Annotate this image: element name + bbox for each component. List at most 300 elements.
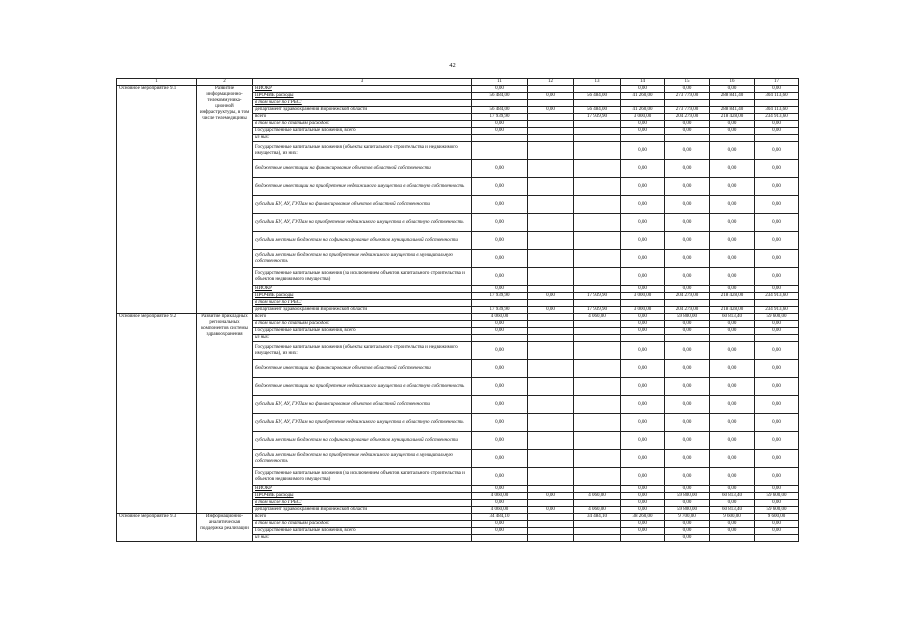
value-cell: 56 484,00 bbox=[472, 107, 528, 114]
value-cell: 0,00 bbox=[665, 128, 710, 135]
value-cell: 0,00 bbox=[755, 414, 799, 432]
value-cell: 218 428,00 bbox=[710, 114, 755, 121]
row-label-cell: всего bbox=[253, 314, 472, 321]
value-cell bbox=[528, 468, 574, 486]
value-cell: 0,00 bbox=[755, 232, 799, 250]
row-label-cell: бюджетные инвестиции на приобретение недвижимого имущества в областную собственность bbox=[253, 178, 472, 196]
value-cell bbox=[528, 196, 574, 214]
value-cell: 59 800,00 bbox=[665, 314, 710, 321]
value-cell: 288 841,40 bbox=[710, 93, 755, 100]
value-cell bbox=[574, 396, 621, 414]
row-label-cell: ПРОЧИЕ расходы bbox=[253, 493, 472, 500]
row-label-cell: департамент здравоохранения Воронежской области bbox=[253, 107, 472, 114]
header-cell: 3 bbox=[253, 79, 472, 86]
value-cell bbox=[574, 342, 621, 360]
value-cell bbox=[710, 335, 755, 342]
row-label-cell: в том числе по статьям расходов: bbox=[253, 321, 472, 328]
value-cell: 0,00 bbox=[528, 507, 574, 514]
value-cell: 0,00 bbox=[528, 93, 574, 100]
value-cell: 56 484,00 bbox=[574, 93, 621, 100]
header-cell: 12 bbox=[528, 79, 574, 86]
value-cell: 0,00 bbox=[621, 321, 665, 328]
value-cell bbox=[574, 486, 621, 493]
value-cell: 0,00 bbox=[621, 232, 665, 250]
value-cell: 17 939,90 bbox=[574, 114, 621, 121]
value-cell: 0,00 bbox=[472, 521, 528, 528]
header-cell: 13 bbox=[574, 79, 621, 86]
value-cell: 0,00 bbox=[472, 414, 528, 432]
value-cell: 0,00 bbox=[710, 86, 755, 93]
value-cell: 0,00 bbox=[755, 286, 799, 293]
value-cell: 0,00 bbox=[755, 378, 799, 396]
table-row bbox=[117, 514, 799, 521]
value-cell: 0,00 bbox=[665, 121, 710, 128]
table-body bbox=[117, 79, 799, 542]
value-cell: 234 913,60 bbox=[755, 114, 799, 121]
value-cell: 0,00 bbox=[621, 360, 665, 378]
value-cell: 273 779,00 bbox=[665, 93, 710, 100]
row-label-cell: субсидии БУ, АУ, ГУПам на приобретение недвижимого имущества в областную собственность bbox=[253, 414, 472, 432]
row-label-cell: субсидии местным бюджетам на приобретение недвижимого имущества в муниципальную собственность bbox=[253, 450, 472, 468]
value-cell bbox=[574, 521, 621, 528]
value-cell: 0,00 bbox=[472, 86, 528, 93]
value-cell bbox=[574, 335, 621, 342]
row-label-cell: субсидии БУ, АУ, ГУПам на приобретение недвижимого имущества в областную собственность bbox=[253, 214, 472, 232]
value-cell: 204 279,00 bbox=[665, 114, 710, 121]
value-cell bbox=[574, 214, 621, 232]
value-cell: 0,00 bbox=[665, 500, 710, 507]
row-label-cell: в том числе по ГРБС: bbox=[253, 300, 472, 307]
value-cell bbox=[710, 135, 755, 142]
value-cell: 17 939,90 bbox=[472, 114, 528, 121]
value-cell bbox=[472, 535, 528, 542]
row-label-cell: департамент здравоохранения Воронежской области bbox=[253, 307, 472, 314]
value-cell bbox=[472, 135, 528, 142]
value-cell bbox=[528, 414, 574, 432]
value-cell: 4 060,00 bbox=[574, 314, 621, 321]
budget-table bbox=[116, 78, 799, 542]
value-cell: 0,00 bbox=[528, 493, 574, 500]
row-label-cell: субсидии БУ, АУ, ГУПам на финансирование объектов областной собственности bbox=[253, 396, 472, 414]
value-cell: 0,00 bbox=[710, 528, 755, 535]
section-name-cell: Развитие прикладных региональных компонентов системы здравоохранения bbox=[197, 314, 253, 514]
value-cell bbox=[574, 360, 621, 378]
value-cell bbox=[528, 535, 574, 542]
value-cell: 0,00 bbox=[710, 396, 755, 414]
value-cell bbox=[528, 114, 574, 121]
value-cell bbox=[621, 335, 665, 342]
value-cell: 0,00 bbox=[472, 396, 528, 414]
value-cell: 0,00 bbox=[621, 528, 665, 535]
value-cell bbox=[528, 232, 574, 250]
value-cell bbox=[528, 321, 574, 328]
value-cell bbox=[755, 300, 799, 307]
value-cell: 288 841,40 bbox=[710, 107, 755, 114]
value-cell: 0,00 bbox=[472, 286, 528, 293]
value-cell: 0,00 bbox=[621, 468, 665, 486]
value-cell bbox=[528, 342, 574, 360]
value-cell: 0,00 bbox=[472, 160, 528, 178]
row-label-cell: Государственные капитальные вложения (объекты капитального строительства и недвижимого имущества), из них: bbox=[253, 142, 472, 160]
row-label-cell: ПРОЧИЕ расходы bbox=[253, 293, 472, 300]
value-cell bbox=[665, 300, 710, 307]
value-cell: 0,00 bbox=[665, 268, 710, 286]
header-cell: 16 bbox=[710, 79, 755, 86]
value-cell: 0,00 bbox=[755, 196, 799, 214]
value-cell: 0,00 bbox=[710, 521, 755, 528]
value-cell bbox=[755, 135, 799, 142]
value-cell: 204 279,00 bbox=[665, 307, 710, 314]
value-cell: 0,00 bbox=[710, 142, 755, 160]
value-cell: 59 600,00 bbox=[755, 314, 799, 321]
value-cell: 0,00 bbox=[665, 321, 710, 328]
value-cell: 0,00 bbox=[472, 214, 528, 232]
value-cell bbox=[528, 328, 574, 335]
value-cell: 0,00 bbox=[621, 214, 665, 232]
value-cell: 0,00 bbox=[710, 178, 755, 196]
value-cell bbox=[574, 450, 621, 468]
value-cell: 0,00 bbox=[472, 528, 528, 535]
value-cell bbox=[528, 450, 574, 468]
value-cell bbox=[574, 321, 621, 328]
value-cell: 0,00 bbox=[621, 521, 665, 528]
value-cell bbox=[528, 528, 574, 535]
value-cell: 4 060,00 bbox=[574, 493, 621, 500]
value-cell bbox=[574, 142, 621, 160]
value-cell: 0,00 bbox=[665, 432, 710, 450]
value-cell: 0,00 bbox=[710, 378, 755, 396]
value-cell bbox=[621, 535, 665, 542]
value-cell: 9 600,00 bbox=[755, 514, 799, 521]
value-cell: 0,00 bbox=[621, 268, 665, 286]
value-cell: 0,00 bbox=[472, 342, 528, 360]
value-cell bbox=[528, 178, 574, 196]
value-cell bbox=[574, 128, 621, 135]
value-cell: 0,00 bbox=[755, 432, 799, 450]
row-label-cell: Государственные капитальные вложения (объекты капитального строительства и недвижимого имущества), из них: bbox=[253, 342, 472, 360]
value-cell: 0,00 bbox=[665, 450, 710, 468]
value-cell: 59 800,00 bbox=[665, 507, 710, 514]
row-label-cell: субсидии местным бюджетам на приобретение недвижимого имущества в муниципальную собственность bbox=[253, 250, 472, 268]
value-cell bbox=[528, 360, 574, 378]
value-cell: 0,00 bbox=[621, 486, 665, 493]
value-cell bbox=[528, 378, 574, 396]
value-cell: 3 000,00 bbox=[621, 114, 665, 121]
value-cell: 4 060,00 bbox=[472, 507, 528, 514]
value-cell: 0,00 bbox=[710, 286, 755, 293]
section-name-cell: Информационно-аналитическая поддержка реализации bbox=[197, 514, 253, 542]
value-cell: 17 939,90 bbox=[472, 307, 528, 314]
value-cell: 0,00 bbox=[665, 378, 710, 396]
value-cell: 0,00 bbox=[665, 328, 710, 335]
value-cell bbox=[472, 100, 528, 107]
row-label-cell: Государственные капитальные вложения (за исключением объектов капитального строительства и объектов недвижимого имущества) bbox=[253, 468, 472, 486]
value-cell bbox=[665, 335, 710, 342]
value-cell: 9 700,00 bbox=[665, 514, 710, 521]
value-cell: 0,00 bbox=[472, 432, 528, 450]
value-cell: 0,00 bbox=[621, 178, 665, 196]
header-cell: 1 bbox=[117, 79, 197, 86]
value-cell: 304 113,60 bbox=[755, 107, 799, 114]
value-cell: 0,00 bbox=[665, 535, 710, 542]
value-cell bbox=[710, 300, 755, 307]
value-cell bbox=[574, 86, 621, 93]
value-cell: 0,00 bbox=[472, 268, 528, 286]
value-cell: 56 484,00 bbox=[574, 107, 621, 114]
value-cell: 0,00 bbox=[621, 286, 665, 293]
value-cell bbox=[528, 142, 574, 160]
value-cell: 0,00 bbox=[665, 178, 710, 196]
row-label-cell: субсидии местным бюджетам на софинансирование объектов муниципальной собственности bbox=[253, 432, 472, 450]
value-cell bbox=[528, 160, 574, 178]
value-cell: 218 428,00 bbox=[710, 307, 755, 314]
value-cell bbox=[528, 268, 574, 286]
value-cell: 0,00 bbox=[621, 328, 665, 335]
value-cell: 0,00 bbox=[755, 160, 799, 178]
value-cell: 34 484,10 bbox=[574, 514, 621, 521]
value-cell bbox=[528, 135, 574, 142]
value-cell: 41 260,00 bbox=[621, 107, 665, 114]
value-cell bbox=[621, 300, 665, 307]
value-cell bbox=[574, 286, 621, 293]
value-cell: 0,00 bbox=[710, 432, 755, 450]
value-cell: 59 800,00 bbox=[665, 493, 710, 500]
row-label-cell: ПРОЧИЕ расходы bbox=[253, 93, 472, 100]
value-cell: 0,00 bbox=[710, 214, 755, 232]
value-cell bbox=[528, 128, 574, 135]
value-cell bbox=[710, 100, 755, 107]
value-cell: 0,00 bbox=[472, 468, 528, 486]
row-label-cell: бюджетные инвестиции на приобретение недвижимого имущества в областную собственность bbox=[253, 378, 472, 396]
value-cell: 0,00 bbox=[472, 450, 528, 468]
value-cell: 0,00 bbox=[755, 521, 799, 528]
row-label-cell: субсидии БУ, АУ, ГУПам на финансирование объектов областной собственности bbox=[253, 196, 472, 214]
value-cell bbox=[755, 100, 799, 107]
value-cell: 0,00 bbox=[710, 250, 755, 268]
value-cell: 0,00 bbox=[665, 360, 710, 378]
value-cell: 0,00 bbox=[665, 521, 710, 528]
value-cell bbox=[574, 268, 621, 286]
value-cell: 0,00 bbox=[528, 293, 574, 300]
row-label-cell: в том числе по ГРБС: bbox=[253, 100, 472, 107]
value-cell: 0,00 bbox=[621, 432, 665, 450]
value-cell: 17 939,90 bbox=[472, 293, 528, 300]
row-label-cell: Государственные капитальные вложения, всего bbox=[253, 328, 472, 335]
value-cell bbox=[665, 100, 710, 107]
row-label-cell: в том числе по статьям расходов: bbox=[253, 521, 472, 528]
value-cell: 0,00 bbox=[710, 468, 755, 486]
row-label-cell: из них: bbox=[253, 135, 472, 142]
value-cell: 0,00 bbox=[621, 128, 665, 135]
header-cell: 2 bbox=[197, 79, 253, 86]
value-cell: 0,00 bbox=[621, 507, 665, 514]
row-label-cell: Государственные капитальные вложения, всего bbox=[253, 128, 472, 135]
value-cell bbox=[528, 335, 574, 342]
value-cell bbox=[472, 335, 528, 342]
value-cell bbox=[755, 535, 799, 542]
value-cell: 0,00 bbox=[755, 342, 799, 360]
section-code-cell: Основное мероприятие 9.1 bbox=[117, 86, 197, 314]
value-cell: 273 779,00 bbox=[665, 107, 710, 114]
value-cell: 0,00 bbox=[621, 378, 665, 396]
value-cell bbox=[528, 314, 574, 321]
value-cell: 17 939,90 bbox=[574, 293, 621, 300]
header-cell: 15 bbox=[665, 79, 710, 86]
value-cell: 0,00 bbox=[755, 178, 799, 196]
value-cell: 0,00 bbox=[665, 86, 710, 93]
value-cell: 0,00 bbox=[710, 486, 755, 493]
value-cell: 59 600,00 bbox=[755, 507, 799, 514]
value-cell: 4 060,00 bbox=[472, 314, 528, 321]
value-cell bbox=[574, 232, 621, 250]
value-cell: 56 484,00 bbox=[472, 93, 528, 100]
value-cell: 0,00 bbox=[755, 121, 799, 128]
value-cell bbox=[574, 135, 621, 142]
value-cell bbox=[574, 328, 621, 335]
value-cell: 234 913,60 bbox=[755, 307, 799, 314]
value-cell: 0,00 bbox=[710, 328, 755, 335]
value-cell bbox=[528, 500, 574, 507]
value-cell: 0,00 bbox=[710, 128, 755, 135]
value-cell: 60 813,40 bbox=[710, 493, 755, 500]
value-cell: 60 813,40 bbox=[710, 507, 755, 514]
value-cell: 0,00 bbox=[621, 450, 665, 468]
value-cell: 0,00 bbox=[710, 196, 755, 214]
value-cell: 0,00 bbox=[621, 86, 665, 93]
value-cell: 0,00 bbox=[665, 160, 710, 178]
value-cell: 0,00 bbox=[528, 107, 574, 114]
value-cell bbox=[528, 121, 574, 128]
value-cell: 3 000,00 bbox=[621, 307, 665, 314]
value-cell: 0,00 bbox=[665, 486, 710, 493]
value-cell: 0,00 bbox=[755, 486, 799, 493]
value-cell bbox=[574, 500, 621, 507]
row-label-cell: НИОКР bbox=[253, 86, 472, 93]
value-cell: 0,00 bbox=[665, 468, 710, 486]
value-cell bbox=[710, 535, 755, 542]
value-cell: 0,00 bbox=[710, 450, 755, 468]
value-cell: 60 813,40 bbox=[710, 314, 755, 321]
value-cell bbox=[621, 100, 665, 107]
header-cell: 11 bbox=[472, 79, 528, 86]
row-label-cell: НИОКР bbox=[253, 486, 472, 493]
value-cell: 0,00 bbox=[755, 268, 799, 286]
value-cell bbox=[574, 160, 621, 178]
value-cell: 0,00 bbox=[472, 232, 528, 250]
value-cell: 0,00 bbox=[710, 321, 755, 328]
value-cell: 0,00 bbox=[665, 396, 710, 414]
row-label-cell: всего bbox=[253, 514, 472, 521]
value-cell bbox=[528, 521, 574, 528]
value-cell bbox=[472, 142, 528, 160]
row-label-cell: бюджетные инвестиции на финансирование объектов областной собственности bbox=[253, 360, 472, 378]
value-cell bbox=[574, 196, 621, 214]
value-cell: 0,00 bbox=[621, 142, 665, 160]
row-label-cell: всего bbox=[253, 114, 472, 121]
value-cell: 0,00 bbox=[528, 307, 574, 314]
value-cell bbox=[574, 121, 621, 128]
value-cell bbox=[528, 250, 574, 268]
value-cell bbox=[665, 135, 710, 142]
value-cell bbox=[574, 300, 621, 307]
row-label-cell: Государственные капитальные вложения, всего bbox=[253, 528, 472, 535]
value-cell: 0,00 bbox=[472, 250, 528, 268]
row-label-cell: из них: bbox=[253, 535, 472, 542]
value-cell: 17 939,90 bbox=[574, 307, 621, 314]
value-cell: 0,00 bbox=[621, 414, 665, 432]
value-cell bbox=[621, 135, 665, 142]
value-cell bbox=[574, 378, 621, 396]
value-cell: 0,00 bbox=[621, 121, 665, 128]
value-cell: 0,00 bbox=[621, 250, 665, 268]
value-cell: 0,00 bbox=[710, 232, 755, 250]
value-cell: 0,00 bbox=[665, 142, 710, 160]
row-label-cell: Государственные капитальные вложения (за исключением объектов капитального строительства и объектов недвижимого имущества) bbox=[253, 268, 472, 286]
row-label-cell: из них: bbox=[253, 335, 472, 342]
value-cell: 0,00 bbox=[665, 232, 710, 250]
value-cell: 4 060,00 bbox=[472, 493, 528, 500]
row-label-cell: НИОКР bbox=[253, 286, 472, 293]
value-cell: 0,00 bbox=[755, 396, 799, 414]
value-cell bbox=[528, 86, 574, 93]
row-label-cell: департамент здравоохранения Воронежской области bbox=[253, 507, 472, 514]
value-cell bbox=[574, 535, 621, 542]
value-cell: 0,00 bbox=[472, 121, 528, 128]
header-row bbox=[117, 79, 799, 86]
value-cell: 0,00 bbox=[472, 178, 528, 196]
value-cell: 0,00 bbox=[710, 414, 755, 432]
value-cell bbox=[528, 214, 574, 232]
value-cell: 0,00 bbox=[710, 160, 755, 178]
value-cell: 0,00 bbox=[665, 250, 710, 268]
value-cell: 0,00 bbox=[710, 360, 755, 378]
value-cell: 0,00 bbox=[665, 414, 710, 432]
value-cell: 304 113,60 bbox=[755, 93, 799, 100]
value-cell: 9 600,00 bbox=[710, 514, 755, 521]
value-cell bbox=[528, 286, 574, 293]
value-cell: 0,00 bbox=[472, 328, 528, 335]
header-cell: 14 bbox=[621, 79, 665, 86]
section-code-cell: Основное мероприятие 9.3 bbox=[117, 514, 197, 542]
value-cell: 0,00 bbox=[755, 360, 799, 378]
value-cell: 0,00 bbox=[621, 500, 665, 507]
value-cell: 0,00 bbox=[755, 468, 799, 486]
value-cell bbox=[472, 300, 528, 307]
value-cell bbox=[755, 335, 799, 342]
value-cell: 0,00 bbox=[621, 342, 665, 360]
value-cell: 4 060,00 bbox=[574, 507, 621, 514]
value-cell: 234 913,60 bbox=[755, 293, 799, 300]
value-cell bbox=[528, 514, 574, 521]
value-cell: 0,00 bbox=[665, 528, 710, 535]
value-cell bbox=[574, 414, 621, 432]
value-cell: 0,00 bbox=[472, 196, 528, 214]
value-cell: 0,00 bbox=[472, 500, 528, 507]
value-cell: 0,00 bbox=[621, 196, 665, 214]
value-cell: 0,00 bbox=[621, 314, 665, 321]
value-cell: 0,00 bbox=[621, 160, 665, 178]
value-cell bbox=[528, 396, 574, 414]
row-label-cell: в том числе по статьям расходов: bbox=[253, 121, 472, 128]
value-cell: 0,00 bbox=[710, 268, 755, 286]
value-cell: 3 000,00 bbox=[621, 293, 665, 300]
table-row bbox=[117, 86, 799, 93]
page-number: 42 bbox=[449, 62, 456, 69]
value-cell: 0,00 bbox=[755, 86, 799, 93]
section-name-cell: Развитие информационно-телекоммуника-ционной инфраструктуры, в том числе телемедицины bbox=[197, 86, 253, 314]
value-cell: 0,00 bbox=[472, 486, 528, 493]
value-cell: 41 260,00 bbox=[621, 93, 665, 100]
